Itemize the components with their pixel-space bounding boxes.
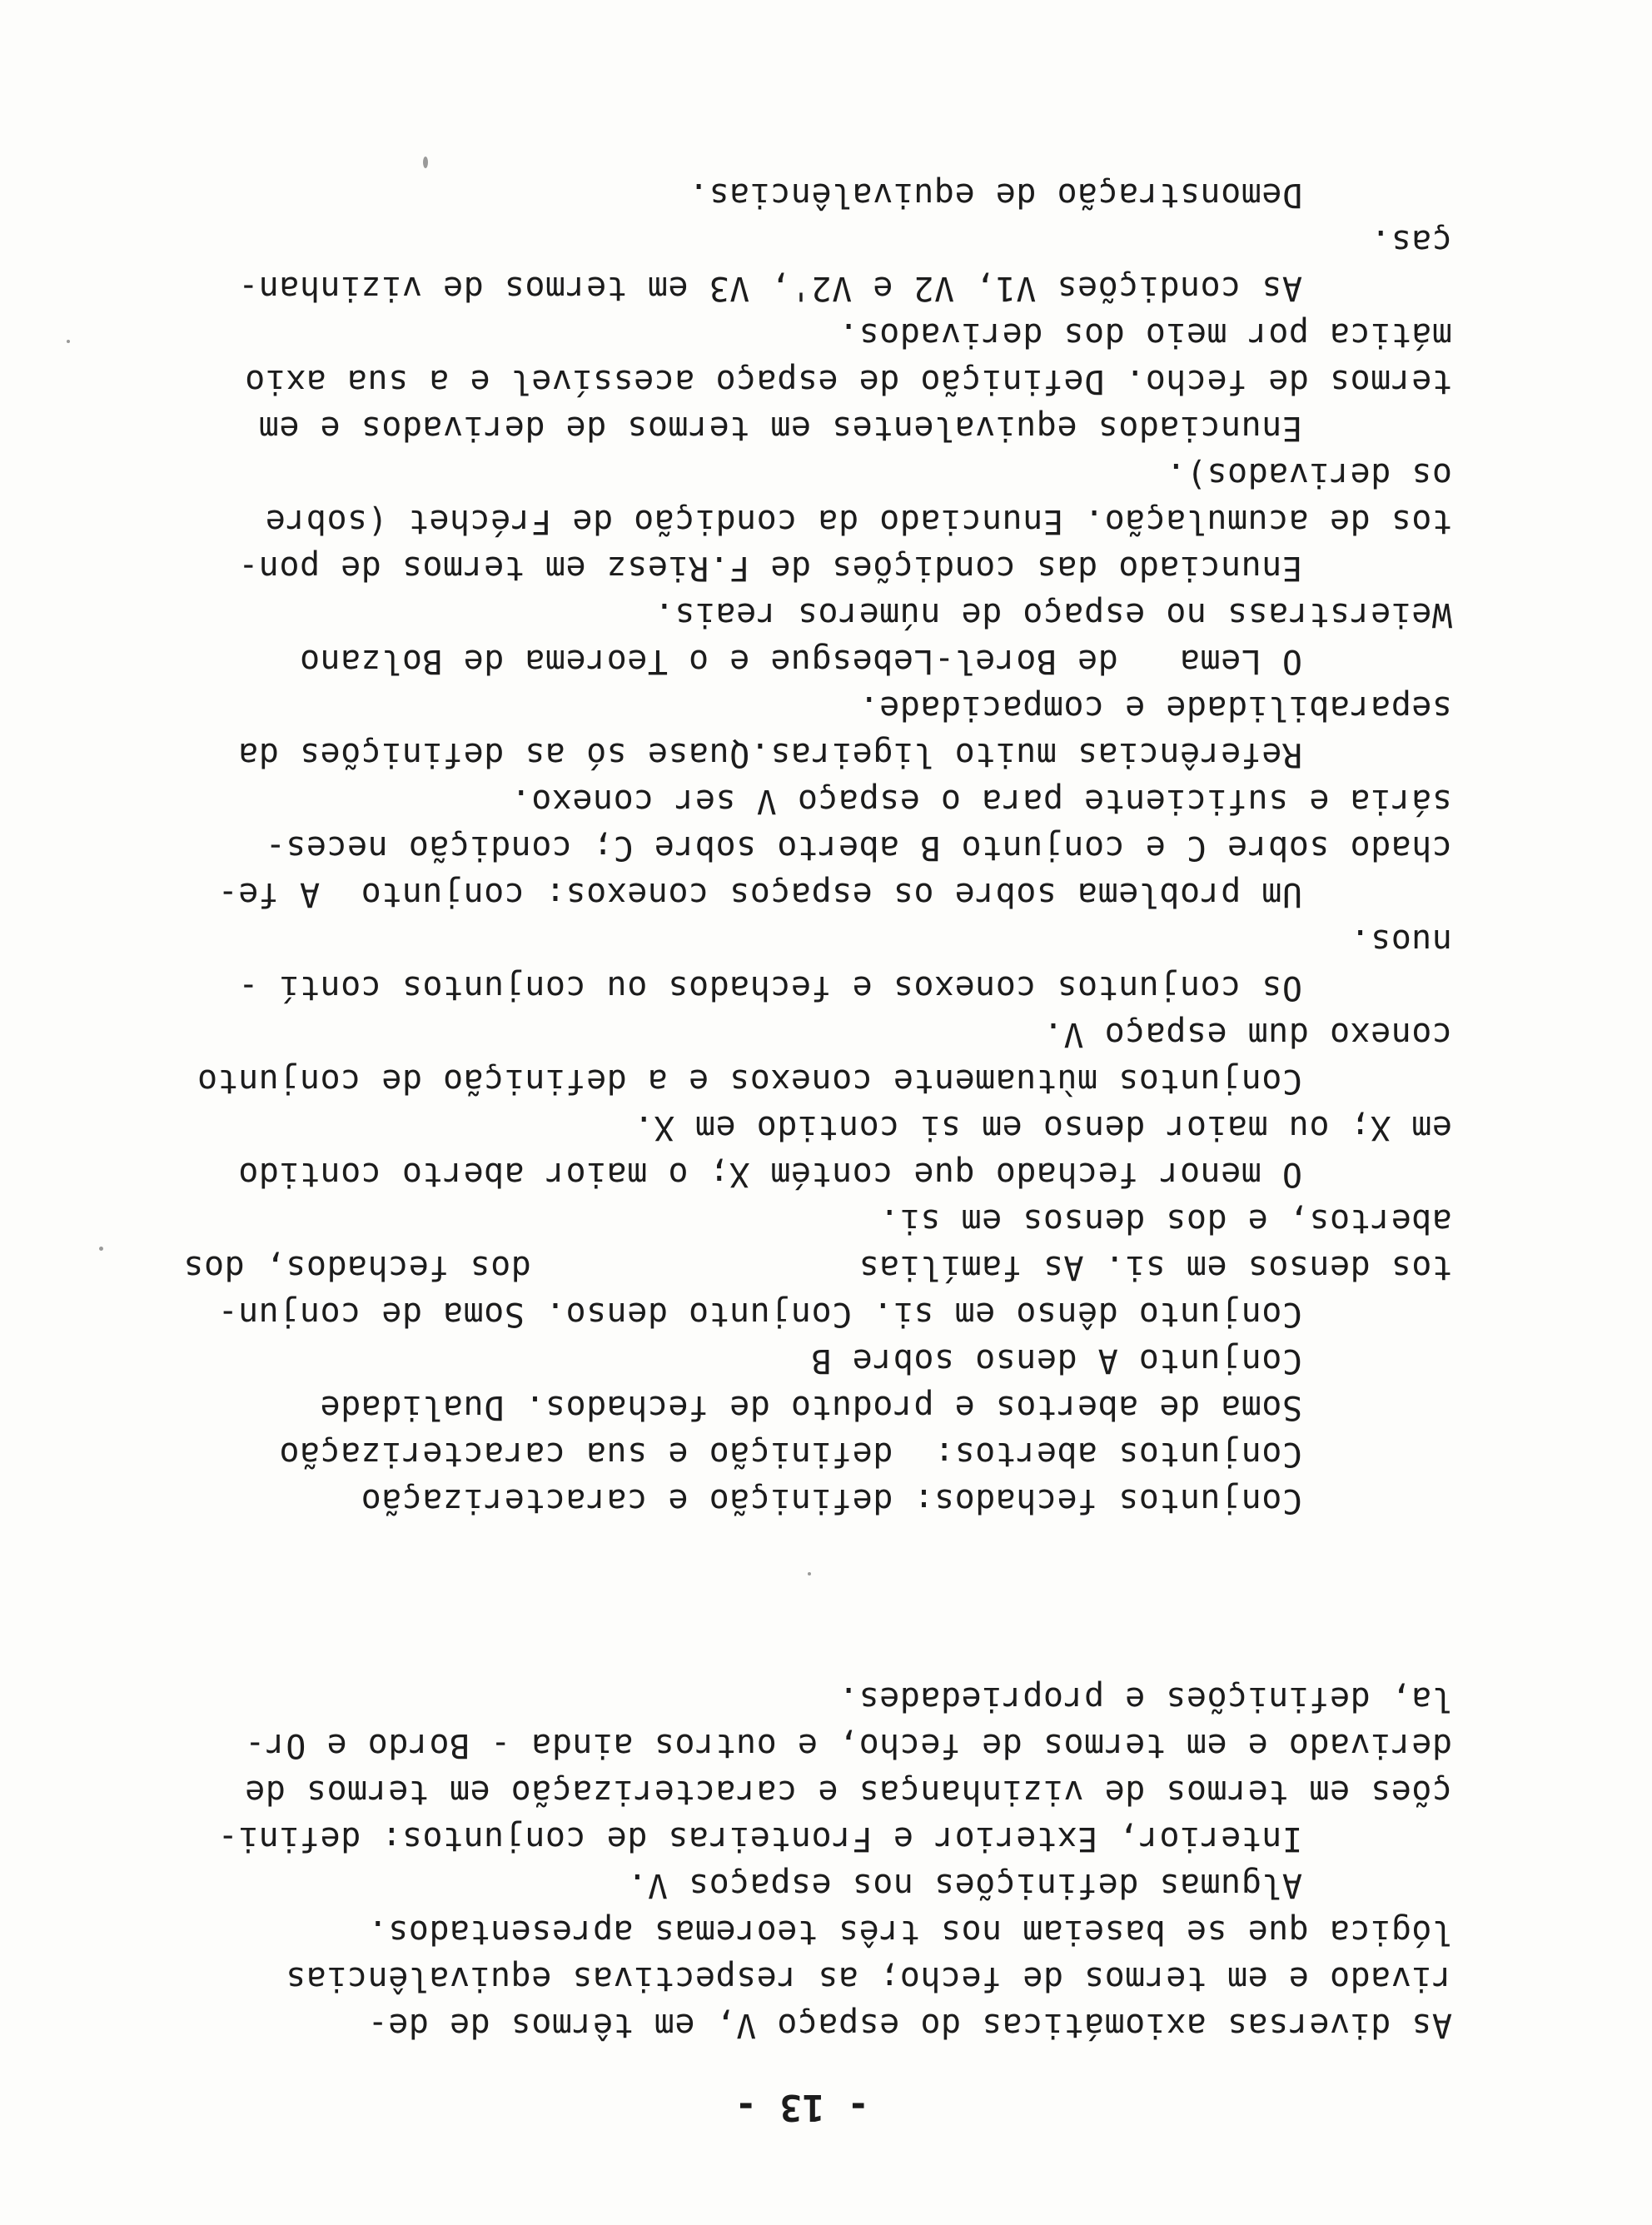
text-line: Referências muito ligeiras.Quase só as definições da [237,735,1302,774]
text-line: tos densos em si. As famílias dos fechados, dos [182,1248,1452,1287]
text-line: Conjunto A denso sobre B [811,1341,1302,1380]
text-line: Um problema sobre os espaços conexos: conjunto A fe- [217,875,1302,913]
ink-speck [808,1572,811,1575]
text-line: separabilidade e compacidade. [858,689,1452,727]
text-line: chado sobre C e conjunto B aberto sobre C; condição neces- [265,829,1452,867]
text-line: sária e suficiente para o espaço V ser conexo. [510,782,1452,820]
text-line: Conjunto dênso em si. Conjunto denso. Soma de conjun- [217,1295,1302,1333]
text-line: conexo dum espaço V. [1042,1015,1452,1053]
text-line: Interior, Exterior e Fronteiras de conjuntos: defini- [217,1819,1302,1858]
text-line: derivado e em termos de fecho, e outros ainda - Bordo e Or- [244,1726,1452,1765]
text-line: Conjuntos abertos: definição e sua caracterização [278,1435,1302,1473]
text-line: abertos, e dos densos em si. [878,1202,1452,1240]
text-line: O Lema de Borel-Lebesgue e o Teorema de Bolzano [299,642,1302,680]
page-number: - 13 - [734,2086,869,2128]
text-line: Enunciados equivalentes em termos de derivados e em [258,409,1302,447]
text-line: O menor fechado que contém X; o maior aberto contido [237,1155,1302,1193]
text-line: Conjuntos fechados: definição e caracterização [361,1481,1302,1520]
text-line: Enunciado das condições de F.Riesz em termos de pon- [237,549,1302,587]
text-line: os derivados). [1165,455,1452,494]
text-line: Weierstrass no espaço de números reais. [654,595,1452,634]
text-line: Soma de abertos e produto de fechados. Dualidade [320,1388,1302,1426]
text-line: Demonstração de equivalências. [688,176,1302,214]
ink-speck [67,340,70,343]
text-line: mática por meio dos derivados. [838,316,1452,354]
text-line: ções em termos de vizinhanças e caracterização em termos de [244,1773,1452,1811]
text-line: rivado e em termos de fecho; as respectivas equivalências [285,1959,1452,1998]
text-line: la, definições e propriedades. [838,1680,1452,1718]
ink-mark [423,157,428,168]
text-line: Os conjuntos conexos e fechados ou conjuntos contí - [237,968,1302,1007]
text-line: em X; ou maior denso em si contido em X. [633,1108,1452,1147]
text-line: termos de fecho. Definição de espaço acessível e a sua axio [244,362,1452,401]
text-line: Conjuntos mùtuamente conexos e a definição de conjunto [197,1062,1302,1100]
ink-speck [99,1247,103,1251]
text-line: nuos. [1350,922,1452,960]
text-line: As condições V1, V2 e V2', V3 em termos de vizinhan- [237,269,1302,307]
text-line: lógica que se baseiam nos três teoremas apresentados. [367,1913,1452,1951]
text-line: Algumas definições nos espaços V. [626,1866,1302,1904]
text-line: As diversas axiomáticas do espaço V, em têrmos de de- [367,2006,1452,2044]
text-line: ças. [1370,222,1452,261]
text-line: tos de acumulação. Enunciado da condição de Fréchet (sobre [265,502,1452,540]
